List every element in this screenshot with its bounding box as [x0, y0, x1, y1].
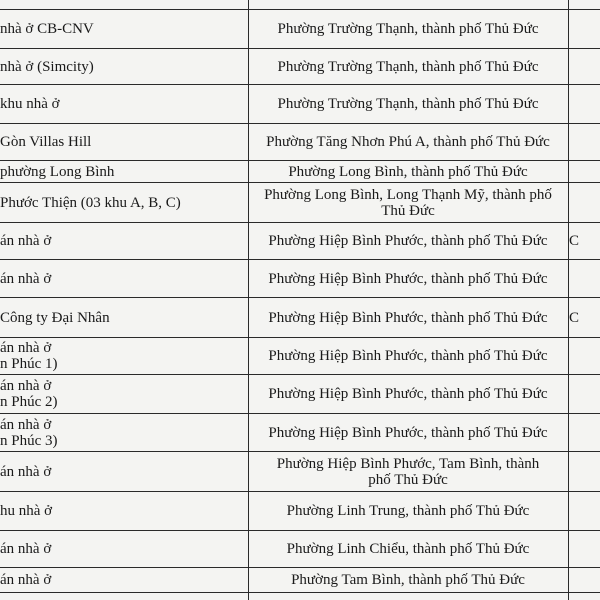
- location-cell-lines: [291, 572, 525, 588]
- project-name-cell-line: án nhà ở: [0, 463, 52, 480]
- location-cell-lines: [268, 348, 547, 364]
- location-cell-line: Phường Trường Thạnh, thành phố Thủ Đức: [277, 96, 539, 112]
- location-cell: [249, 124, 567, 160]
- project-name-cell-lines: [0, 59, 94, 75]
- extra-cell: [569, 568, 600, 592]
- location-cell-line: Thủ Đức: [381, 202, 435, 219]
- location-cell: [249, 452, 567, 491]
- extra-cell: [569, 260, 600, 297]
- project-name-cell: [0, 124, 247, 160]
- extra-cell: C: [569, 309, 580, 326]
- location-cell-lines: [278, 59, 539, 75]
- location-cell: [249, 568, 567, 592]
- project-name-cell: [0, 260, 247, 297]
- extra-cell: [569, 452, 600, 491]
- location-cell-lines: [288, 164, 527, 180]
- project-name-cell-lines: [0, 21, 94, 37]
- location-cell-line: Phường Hiệp Bình Phước, thành phố Thủ Đức: [268, 348, 548, 364]
- project-name-cell-line: n Phúc 2): [0, 394, 58, 410]
- extra-cell: C: [569, 233, 580, 249]
- location-cell-line: Phường Hiệp Bình Phước, Tam Bình, thành: [276, 455, 540, 472]
- location-cell-lines: [268, 310, 547, 326]
- location-cell-line: Phường Trường Thạnh, thành phố Thủ Đức: [277, 21, 539, 37]
- extra-cell: [569, 10, 600, 48]
- location-cell: [249, 260, 567, 297]
- project-name-cell-lines: [0, 271, 51, 287]
- project-name-cell: [0, 298, 247, 337]
- location-cell-line: phố Thủ Đức: [368, 471, 448, 488]
- location-cell: [249, 338, 567, 374]
- project-name-cell: [0, 492, 247, 530]
- extra-cell: [569, 375, 600, 413]
- location-cell-lines: [268, 425, 547, 441]
- location-cell-line: Phường Hiệp Bình Phước, thành phố Thủ Đức: [268, 309, 548, 326]
- location-cell-lines: [266, 134, 550, 150]
- location-cell-lines: [268, 386, 547, 402]
- location-cell-lines: [264, 187, 552, 219]
- location-cell: [249, 414, 567, 451]
- project-name-cell-line: án nhà ở: [0, 416, 52, 433]
- location-cell-lines: [268, 233, 547, 249]
- project-name-cell-line: Gòn Villas Hill: [0, 134, 92, 150]
- project-name-cell: [0, 568, 247, 592]
- location-cell-line: Phường Hiệp Bình Phước, thành phố Thủ Đức: [268, 424, 548, 441]
- project-name-cell-line: n Phúc 1): [0, 356, 58, 372]
- project-name-cell-lines: [0, 417, 58, 449]
- location-cell-line: Phường Long Bình, thành phố Thủ Đức: [288, 163, 528, 180]
- project-name-cell: [0, 10, 247, 48]
- project-name-cell-lines: [0, 310, 110, 326]
- extra-cell: [569, 49, 600, 84]
- project-name-cell-lines: [0, 96, 60, 112]
- extra-cell: [569, 338, 600, 374]
- extra-cell: [569, 531, 600, 567]
- project-name-cell: [0, 338, 247, 374]
- project-name-cell-lines: [0, 164, 114, 180]
- project-name-cell-line: án nhà ở: [0, 572, 52, 588]
- location-cell-line: Phường Hiệp Bình Phước, thành phố Thủ Đức: [268, 233, 548, 249]
- project-name-cell-lines: [0, 503, 52, 519]
- project-name-cell-line: án nhà ở: [0, 270, 52, 287]
- project-name-cell-line: khu nhà ở: [0, 96, 60, 112]
- project-name-cell: [0, 183, 247, 222]
- project-name-cell-lines: [0, 134, 91, 150]
- location-cell-lines: [287, 541, 530, 557]
- extra-cell: [569, 161, 600, 182]
- project-name-cell-lines: [0, 233, 51, 249]
- location-cell: [249, 183, 567, 222]
- project-name-cell-lines: [0, 541, 51, 557]
- project-name-cell-lines: [0, 464, 51, 480]
- location-cell: [249, 10, 567, 48]
- project-name-cell-lines: [0, 195, 181, 211]
- project-name-cell-line: hu nhà ở: [0, 503, 53, 519]
- location-cell: [249, 492, 567, 530]
- extra-cell: [569, 183, 600, 222]
- project-name-cell-line: phường Long Bình: [0, 163, 115, 180]
- project-name-cell-lines: [0, 378, 58, 410]
- project-name-cell-line: án nhà ở: [0, 541, 52, 557]
- extra-cell: [569, 85, 600, 123]
- location-cell: [249, 85, 567, 123]
- project-name-cell-lines: [0, 340, 58, 372]
- project-name-cell: [0, 223, 247, 259]
- location-cell: [249, 161, 567, 182]
- location-cell-line: Phường Trường Thạnh, thành phố Thủ Đức: [277, 58, 539, 75]
- location-cell-line: Phường Long Bình, Long Thạnh Mỹ, thành phố: [264, 186, 552, 203]
- location-cell-lines: [278, 96, 539, 112]
- project-name-cell-line: án nhà ở: [0, 340, 52, 356]
- project-name-cell-line: Phước Thiện (03 khu A, B, C): [0, 194, 181, 211]
- location-cell: [249, 223, 567, 259]
- location-cell-line: Phường Tam Bình, thành phố Thủ Đức: [291, 572, 525, 588]
- location-cell-line: Phường Linh Chiểu, thành phố Thủ Đức: [286, 541, 530, 557]
- location-cell-line: Phường Tăng Nhơn Phú A, thành phố Thủ Đức: [266, 134, 550, 150]
- project-name-cell-line: nhà ở (Simcity): [0, 58, 94, 75]
- project-name-cell-line: án nhà ở: [0, 233, 52, 249]
- project-name-cell: [0, 85, 247, 123]
- location-cell-line: Phường Hiệp Bình Phước, thành phố Thủ Đức: [268, 270, 548, 287]
- project-name-cell: [0, 49, 247, 84]
- location-cell-line: Phường Linh Trung, thành phố Thủ Đức: [286, 503, 530, 519]
- extra-cell: [569, 124, 600, 160]
- location-cell: [249, 375, 567, 413]
- project-name-cell-line: n Phúc 3): [0, 432, 58, 449]
- project-name-cell-line: án nhà ở: [0, 378, 52, 394]
- location-cell: [249, 531, 567, 567]
- location-cell-lines: [277, 456, 539, 488]
- project-name-cell-line: Công ty Đại Nhân: [0, 309, 110, 326]
- extra-cell: [569, 492, 600, 530]
- location-cell: [249, 49, 567, 84]
- project-name-cell-lines: [0, 572, 51, 588]
- location-cell-line: Phường Hiệp Bình Phước, thành phố Thủ Đức: [268, 386, 548, 402]
- project-name-cell: [0, 161, 247, 182]
- location-cell-lines: [278, 21, 539, 37]
- project-name-cell: [0, 414, 247, 451]
- extra-cell: [569, 414, 600, 451]
- project-name-cell: [0, 375, 247, 413]
- project-name-cell: [0, 531, 247, 567]
- location-cell-lines: [287, 503, 530, 519]
- project-name-cell: [0, 452, 247, 491]
- row-divider: [0, 592, 600, 593]
- project-name-cell-line: nhà ở CB-CNV: [0, 21, 94, 37]
- location-cell: [249, 298, 567, 337]
- location-cell-lines: [268, 271, 547, 287]
